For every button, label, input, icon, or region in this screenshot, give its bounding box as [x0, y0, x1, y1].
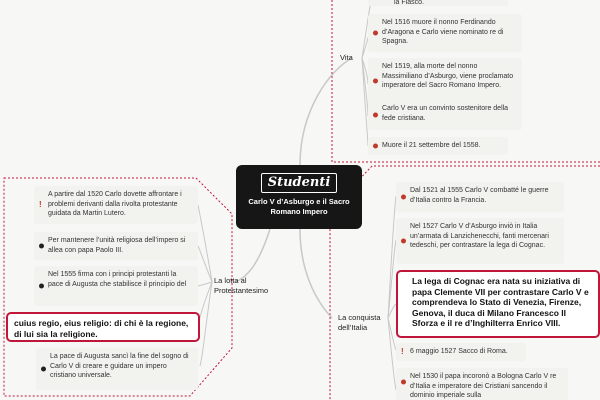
vita-card-4[interactable]: Carlo V era un convinto sostenitore della fede cristiana.: [368, 100, 522, 130]
central-title: Carlo V d’Asburgo e il Sacro Romano Impero: [248, 197, 350, 216]
vita-card-1[interactable]: la Fiasco.: [368, 0, 508, 6]
italia-card-5[interactable]: Nel 1530 il papa incoronò a Bologna Carlo V re d’Italia e imperatore dei Cristiani sancendo il dominio imperiale sulla: [396, 368, 568, 400]
red-dot-icon: [373, 31, 378, 36]
red-dot-icon: [401, 380, 406, 385]
central-topic[interactable]: [236, 165, 362, 229]
vita-card-3[interactable]: Nel 1519, alla morte del nonno Massimiliano d’Asburgo, viene proclamato imperatore del Sacro Romano Impero.: [368, 58, 522, 103]
italia-card-1[interactable]: Dal 1521 al 1555 Carlo V combatté le guerre d’Italia contro la Francia.: [396, 182, 564, 212]
protestantesimo-card-4-highlight[interactable]: cuius regio, eius religio: di chi è la regione, di lui sia la religione.: [6, 312, 200, 342]
branch-italia[interactable]: La conquista dell’Italia: [338, 313, 381, 332]
italia-card-4[interactable]: ! 6 maggio 1527 Sacco di Roma.: [396, 343, 526, 361]
red-dot-icon: [401, 195, 406, 200]
protestantesimo-card-3[interactable]: Nel 1555 firma con i principi protestanti la pace di Augusta che stabilisce il principio del: [34, 266, 198, 306]
vita-card-2[interactable]: Nel 1516 muore il nonno Ferdinando d’Aragona e Carlo viene nominato re di Spagna.: [368, 14, 522, 52]
branch-protestantesimo[interactable]: La lotta al Protestantesimo: [214, 276, 269, 295]
studenti-logo: Studenti: [261, 173, 338, 193]
red-dot-icon: [373, 144, 378, 149]
protestantesimo-card-1[interactable]: ! A partire dal 1520 Carlo dovette affrontare i problemi derivanti dalla rivolta protestante guidata da Martin Lutero.: [34, 186, 198, 224]
branch-vita[interactable]: Vita: [340, 53, 353, 62]
exclamation-icon: !: [39, 200, 42, 209]
black-dot-icon: [41, 367, 46, 372]
italia-card-2[interactable]: Nel 1527 Carlo V d’Asburgo inviò in Italia un’armata di Lanzichenecchi, fanti mercenari tedeschi, per contrastare la lega di Cognac.: [396, 218, 564, 264]
black-dot-icon: [39, 284, 44, 289]
exclamation-icon: !: [401, 347, 404, 356]
protestantesimo-card-5[interactable]: La pace di Augusta sancì la fine del sogno di Carlo V di creare e guidare un impero cristiano universale.: [36, 348, 198, 390]
red-dot-icon: [373, 113, 378, 118]
vita-card-5[interactable]: Muore il 21 settembre del 1558.: [368, 137, 508, 155]
red-dot-icon: [401, 239, 406, 244]
red-dot-icon: [373, 78, 378, 83]
black-dot-icon: [39, 244, 44, 249]
protestantesimo-card-2[interactable]: Per mantenere l’unità religiosa dell’impero si allea con papa Paolo III.: [34, 232, 198, 260]
italia-card-3-highlight[interactable]: La lega di Cognac era nata su iniziativa di papa Clemente VII per contrastare Carlo V e comprendeva lo Stato di Venezia, Firenze, Genova, il duca di Milano Francesco II Sforza e il re d’Inghilterra Enrico VIII.: [396, 270, 600, 338]
